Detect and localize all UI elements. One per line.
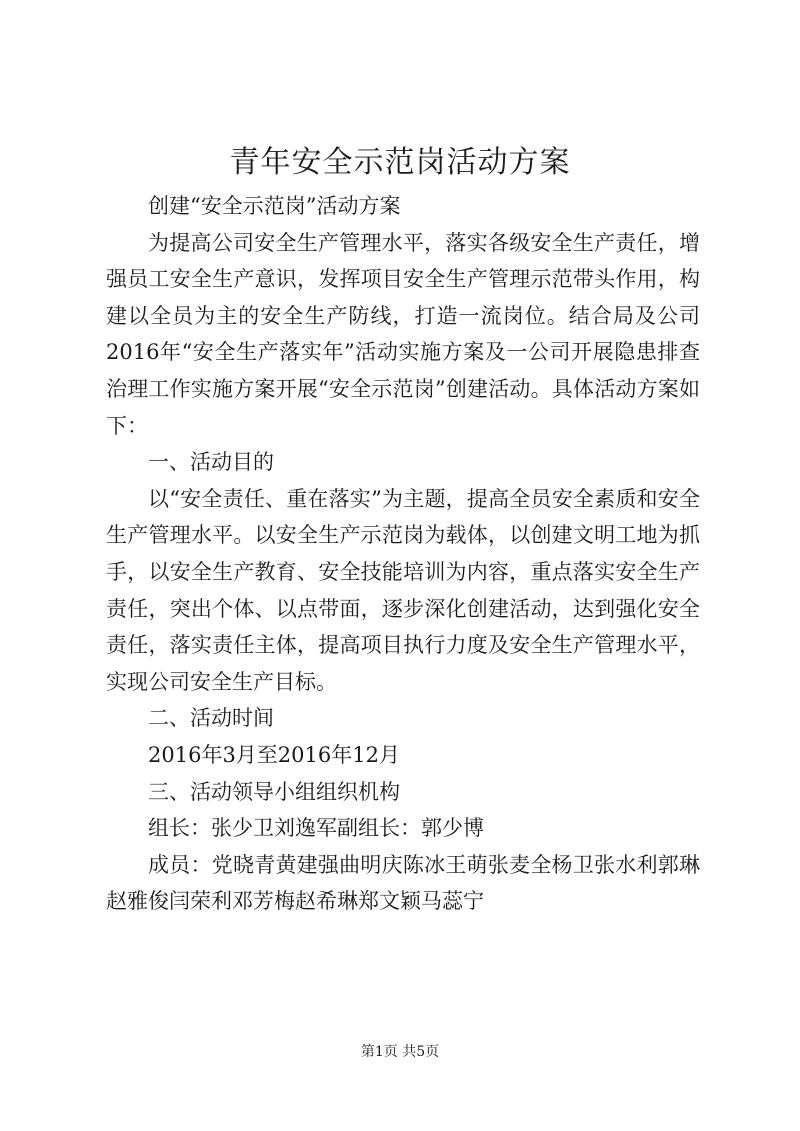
- section-heading-time: 二、活动时间: [148, 706, 274, 731]
- section-heading-purpose: 一、活动目的: [148, 450, 274, 475]
- subtitle-paragraph: 创建“安全示范岗”活动方案: [148, 194, 401, 218]
- section-heading-organization: 三、活动领导小组组织机构: [148, 779, 400, 804]
- page-number-footer: 第1页 共5页: [360, 1044, 440, 1060]
- document-title: 青年安全示范岗活动方案: [229, 145, 571, 180]
- members-paragraph: 成员：党晓青黄建强曲明庆陈冰王萌张麦全杨卫张水利郭琳赵雅俊闫荣利邓芳梅赵希琳郑文颖马蕊宁: [106, 852, 700, 914]
- leaders-paragraph: 组长：张少卫刘逸军副组长：郭少博: [148, 816, 484, 841]
- intro-paragraph: 为提高公司安全生产管理水平，落实各级安全生产责任，增强员工安全生产意识，发挥项目安全生产管理示范带头作用，构建以全员为主的安全生产防线，打造一流岗位。结合局及公司2016年“安全生产落实年”活动实施方案及一公司开展隐患排查治理工作实施方案开展“安全示范岗”创建活动。具体活动方案如下：: [106, 230, 700, 438]
- document-body: [106, 188, 700, 920]
- time-paragraph: 2016年3月至2016年12月: [148, 742, 400, 767]
- purpose-paragraph: 以“安全责任、重在落实”为主题，提高全员安全素质和安全生产管理水平。以安全生产示范岗为载体，以创建文明工地为抓手，以安全生产教育、安全技能培训为内容，重点落实安全生产责任，突出个体、以点带面，逐步深化创建活动，达到强化安全责任，落实责任主体，提高项目执行力度及安全生产管理水平，实现公司安全生产目标。: [106, 486, 700, 694]
